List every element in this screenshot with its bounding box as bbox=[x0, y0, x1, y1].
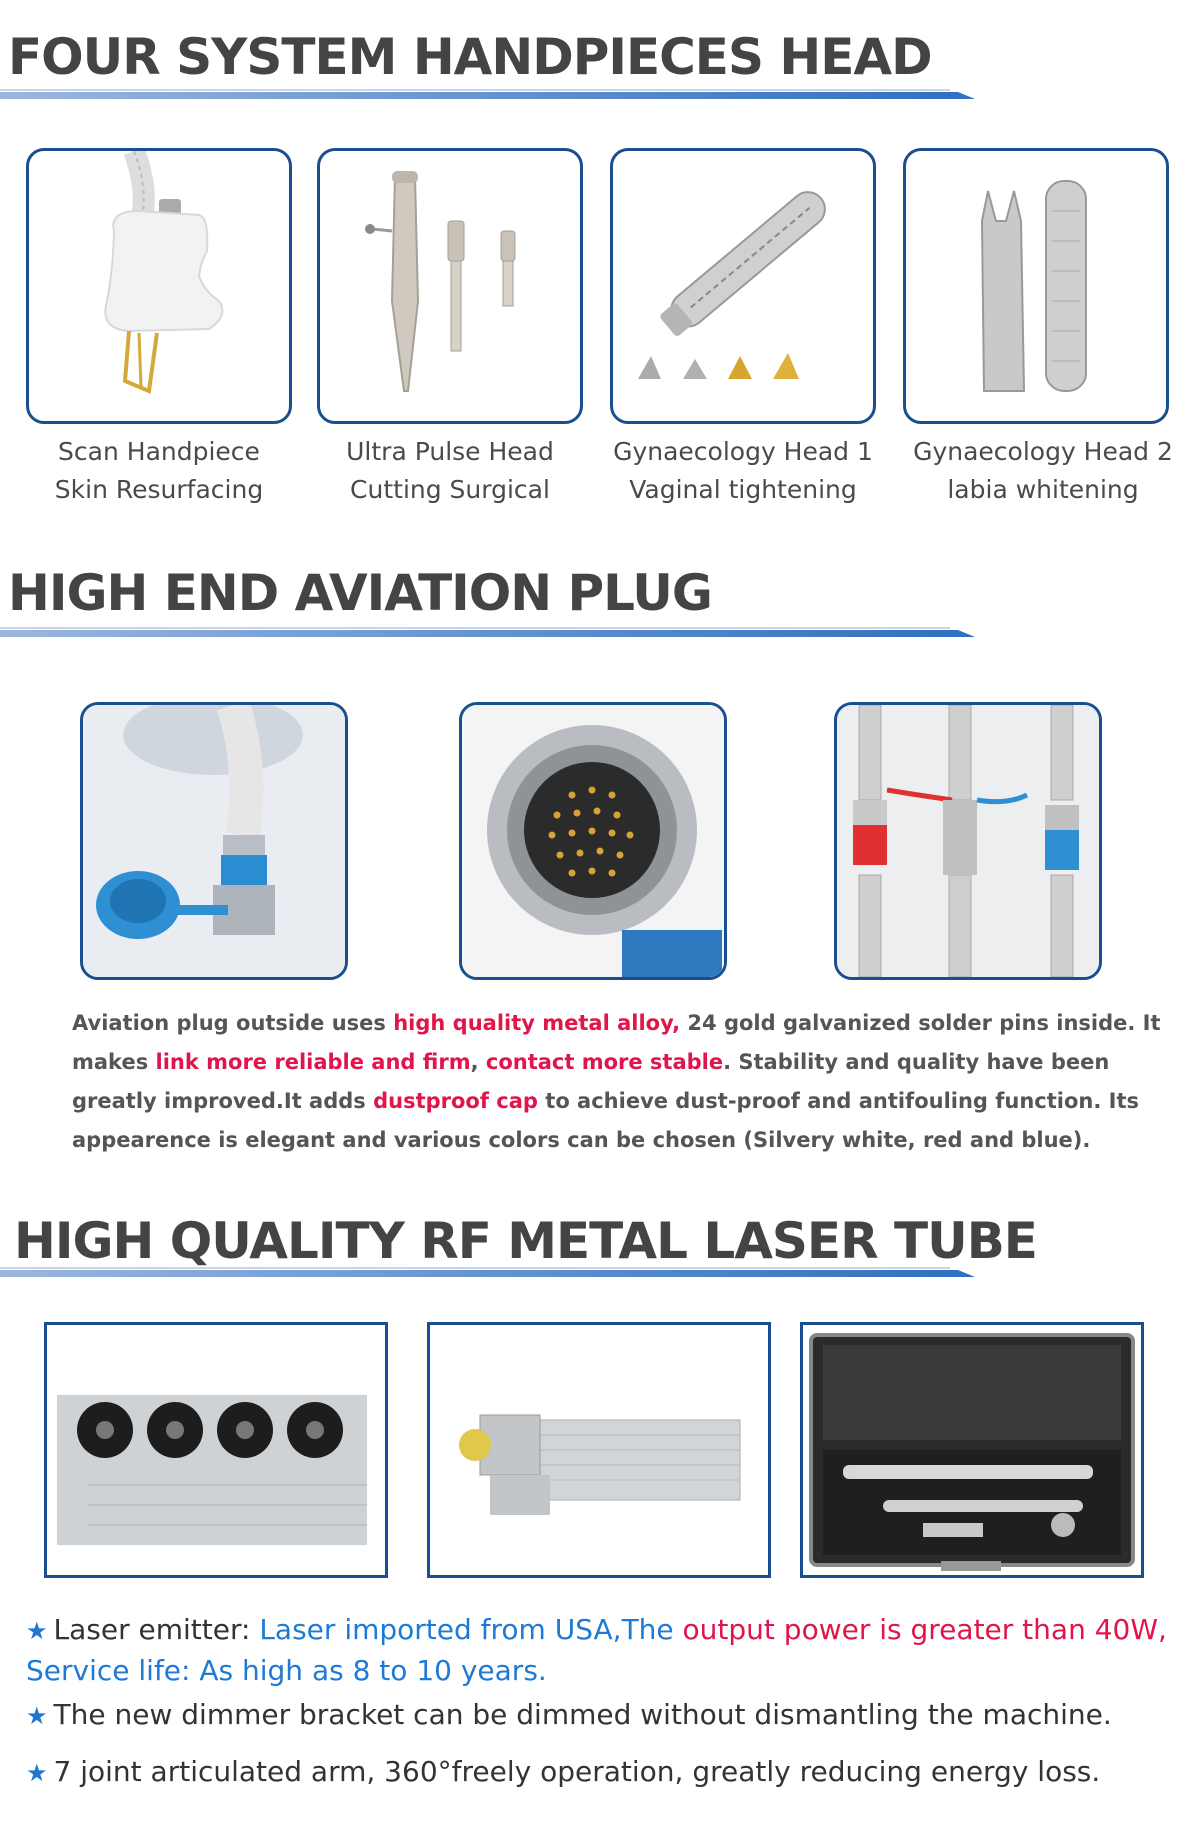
image-scan-handpiece bbox=[26, 148, 292, 424]
plug-description: Aviation plug outside uses high quality metal alloy, 24 gold galvanized solder pins inside. It makes link more reliable and firm, contact more stable. Stability and quality have been greatly improved.It adds dustproof cap to achieve dust-proof and antifouling function. Its appearence is elegant and various colors can be chosen (Silvery white, red and blue). bbox=[72, 1011, 1161, 1152]
image-gynaecology-head-1 bbox=[610, 148, 876, 424]
caption-gynaecology-head-1: Gynaecology Head 1 Vaginal tightening bbox=[613, 437, 873, 504]
feature-laser-emitter: ★ Laser emitter: Laser imported from USA,The output power is greater than 40W, Service life: As high as 8 to 10 years. bbox=[26, 1613, 1167, 1687]
title-underline bbox=[0, 88, 975, 102]
image-laser-tube-side bbox=[427, 1322, 771, 1578]
section-title-plug: HIGH END AVIATION PLUG bbox=[8, 564, 712, 622]
image-plug-gold-pins bbox=[459, 702, 727, 980]
feature-dimmer-bracket: ★ The new dimmer bracket can be dimmed without dismantling the machine. bbox=[26, 1698, 1112, 1731]
star-icon: ★ bbox=[26, 1759, 48, 1787]
feature-articulated-arm: ★ 7 joint articulated arm, 360°freely operation, greatly reducing energy loss. bbox=[26, 1755, 1101, 1788]
section-title-tube: HIGH QUALITY RF METAL LASER TUBE bbox=[14, 1212, 1037, 1270]
star-icon: ★ bbox=[26, 1617, 48, 1645]
section-title-handpieces: FOUR SYSTEM HANDPIECES HEAD bbox=[8, 28, 932, 86]
image-plug-color-connectors bbox=[834, 702, 1102, 980]
star-icon: ★ bbox=[26, 1702, 48, 1730]
image-ultra-pulse-head bbox=[317, 148, 583, 424]
image-laser-tube-case bbox=[800, 1322, 1144, 1578]
caption-ultra-pulse-head: Ultra Pulse Head Cutting Surgical bbox=[346, 437, 554, 504]
title-underline bbox=[0, 1266, 975, 1280]
caption-scan-handpiece: Scan Handpiece Skin Resurfacing bbox=[54, 437, 264, 504]
caption-gynaecology-head-2: Gynaecology Head 2 labia whitening bbox=[913, 437, 1173, 504]
image-plug-dustproof-cap bbox=[80, 702, 348, 980]
title-underline bbox=[0, 626, 975, 640]
image-laser-tube-fans bbox=[44, 1322, 388, 1578]
image-gynaecology-head-2 bbox=[903, 148, 1169, 424]
